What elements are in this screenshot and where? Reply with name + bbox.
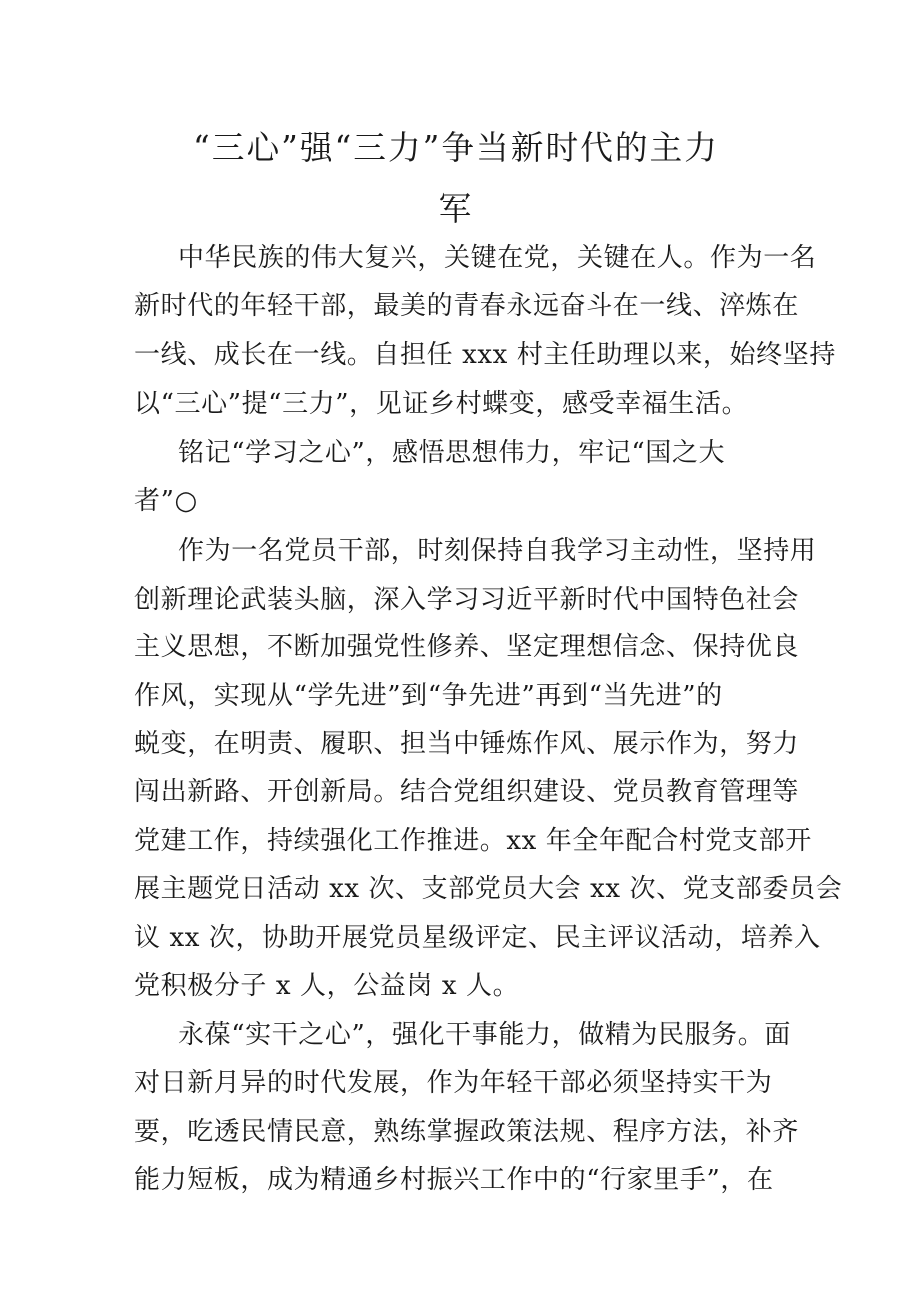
paragraph-1-line-2: 新时代的年轻干部，最美的青春永远奋斗在一线、淬炼在 (134, 291, 800, 321)
paragraph-3-line-9: 议 xx 次，协助开展党员星级评定、民主评议活动，培养入 (134, 923, 821, 953)
paragraph-3-line-7: 党建工作，持续强化工作推进。xx 年全年配合村党支部开 (134, 826, 812, 856)
paragraph-4-line-4: 能力短板，成为精通乡村振兴工作中的“行家里手”，在 (134, 1165, 774, 1195)
paragraph-1-line-1: 中华民族的伟大复兴，关键在党，关键在人。作为一名 (178, 243, 817, 273)
paragraph-3-line-5: 蜕变，在明责、履职、担当中锤炼作风、展示作为，努力 (134, 729, 800, 759)
paragraph-2-line-1: 铭记“学习之心”，感悟思想伟力，牢记“国之大 (178, 438, 726, 468)
document-title-line-1: “三心”强“三力”争当新时代的主力 (193, 128, 719, 167)
paragraph-1-line-4: 以“三心”提“三力”，见证乡村蝶变，感受幸福生活。 (134, 389, 749, 419)
paragraph-3-line-6: 闯出新路、开创新局。结合党组织建设、党员教育管理等 (134, 777, 800, 807)
paragraph-3-line-1: 作为一名党员干部，时刻保持自我学习主动性，坚持用 (178, 536, 817, 566)
document-title-line-2: 军 (438, 189, 474, 228)
paragraph-1-line-3: 一线、成长在一线。自担任 xxx 村主任助理以来，始终坚持 (134, 340, 836, 370)
paragraph-2-line-2: 者”○ (134, 486, 198, 516)
paragraph-3-line-3: 主义思想，不断加强党性修养、坚定理想信念、保持优良 (134, 632, 800, 662)
paragraph-3-line-2: 创新理论武装头脑，深入学习习近平新时代中国特色社会 (134, 585, 800, 615)
paragraph-4-line-2: 对日新月异的时代发展，作为年轻干部必须坚持实干为 (134, 1068, 773, 1098)
paragraph-4-line-1: 永葆“实干之心”，强化干事能力，做精为民服务。面 (178, 1020, 791, 1050)
paragraph-4-line-3: 要，吃透民情民意，熟练掌握政策法规、程序方法，补齐 (134, 1117, 800, 1147)
paragraph-3-line-4: 作风，实现从“学先进”到“争先进”再到“当先进”的 (134, 681, 723, 711)
paragraph-3-line-8: 展主题党日活动 xx 次、支部党员大会 xx 次、党支部委员会 (134, 874, 843, 904)
paragraph-3-line-10: 党积极分子 x 人，公益岗 x 人。 (134, 971, 520, 1001)
